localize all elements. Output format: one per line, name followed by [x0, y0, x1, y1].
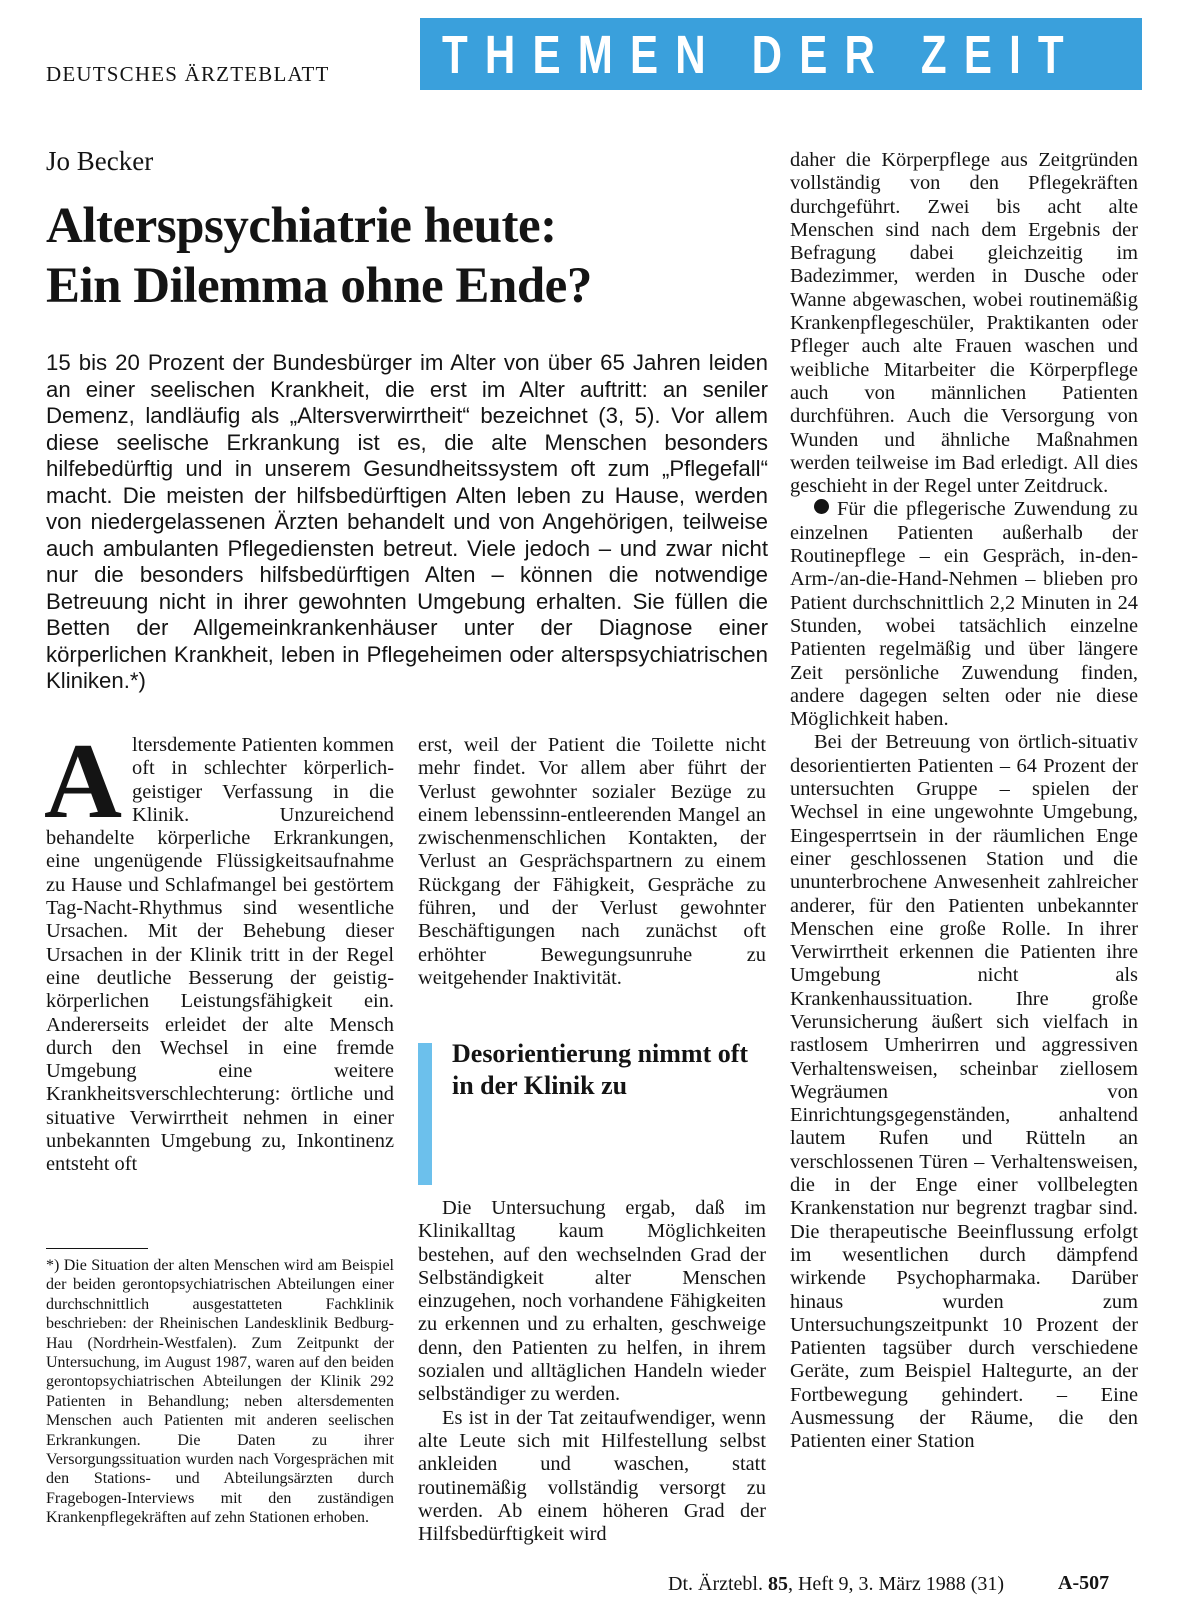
masthead: DEUTSCHES ÄRZTEBLATT: [46, 62, 330, 86]
subheading: Desorientierung nimmt oft in der Klinik zu: [452, 1039, 749, 1100]
lead-text: 15 bis 20 Prozent der Bundesbürger im Alter von über 65 Jahren leiden an einer seelischen Krankheit, die erst im Alter auftritt: an seniler Demenz, landläufig als „Altersverwirrtheit“ bezeichnet (3, 5). Vor allem diese seelische Erkrankung ist es, die alte Menschen besonders hilfebedürftig und in unserem Gesundheitssystem oft zum „Pflegefall“ macht. Die meisten der hilfsbedürftigen Alten leben zu Hause, werden von niedergelassenen Ärzten behandelt und von Angehörigen, teilweise auch ambulanten Pflegediensten betreut. Viele jedoch – und zwar nicht nur die besonders hilfsbedürftigen Alten – können die notwendige Betreuung nicht in ihrer gewohnten Umgebung erhalten. Sie füllen die Betten der Allgemeinkrankenhäuser unter der Diagnose einer körperlichen Krankheit, leben in Pflegeheimen oder alterspsychiatrischen Kliniken.*): [46, 350, 768, 693]
footnote: *) Die Situation der alten Menschen wird am Beispiel der beiden gerontopsychiatrischen Abteilungen einer durchschnittlich ausgestatteten Fachklinik beschrieben: der Rheinischen Landesklinik Bedburg-Hau (Nordrhein-Westfalen). Zum Zeitpunkt der Untersuchung, im August 1987, waren auf den beiden gerontopsychiatrischen Abteilungen der Klinik 292 Patienten in Behandlung; neben altersdementen Menschen auch Patienten mit anderen seelischen Erkrankungen. Die Daten zu ihrer Versorgungssituation wurden nach Vorgesprächen mit den Stations- und Abteilungsärzten durch Fragebogen-Interviews mit den zuständigen Krankenpflegekräften auf zehn Stationen erhoben.: [46, 1257, 394, 1527]
article-title: [46, 196, 766, 316]
body-paragraph-bulleted: [790, 498, 1138, 731]
drop-cap: A: [44, 722, 122, 841]
body-paragraph: Bei der Betreuung von örtlich-situativ desorientierten Patienten – 64 Prozent der untersuchten Gruppe – spielen der Wechsel in eine ungewohnte Umgebung, Eingesperrtsein in der räumlichen Enge einer geschlossenen Station und die ununterbrochene Anwesenheit zahlreicher anderer, für den Patienten unbekannter Menschen eine große Rolle. In ihrer Verwirrtheit erkennen die Patienten ihre Umgebung nicht als Krankenhaussituation. Ihre große Verunsicherung äußert sich vielfach in rastlosem Umherirren und aggressiven Verhaltensweisen, scheinbar ziellosem Wegräumen von Einrichtungsgegenständen, anhaltend lautem Rufen und Rütteln an verschlossenen Türen – Verhaltensweisen, die in der Enge einer vollbelegten Krankenstation nur begrenzt tragbar sind. Die therapeutische Beeinflussung erfolgt im wesentlichen durch dämpfend wirkende Psychopharmaka. Darüber hinaus wurden zum Untersuchungszeitpunkt 10 Prozent der Patienten tagsüber durch verschiedene Geräte, zum Beispiel Haltegurte, an der Fortbewegung gehindert. – Eine Ausmessung der Räume, die den Patienten einer Station: [790, 731, 1138, 1453]
footer-volume: 85: [767, 1573, 788, 1595]
footer-citation: [668, 1573, 1004, 1596]
section-banner-title: THEMEN DER ZEIT: [442, 25, 1081, 85]
lead-paragraph: [46, 350, 768, 695]
body-column-2-continued: [418, 1197, 766, 1546]
article-title-line-1: Alterspsychiatrie heute:: [46, 198, 557, 254]
bullet-icon: [814, 499, 829, 514]
body-paragraph: erst, weil der Patient die Toilette nicht mehr findet. Vor allem aber führt der Verlust gewohnter sozialer Bezüge zu einem lebenssinn-entleerenden Mangel an zwischenmenschlichen Kontakten, der Verlust an Gesprächspartnern zu einem Rückgang der Fähigkeit, Gespräche zu führen, und der Verlust gewohnter Beschäftigungen nach zunächst oft erhöhter Bewegungsunruhe zu weitgehender Inaktivität.: [418, 734, 766, 989]
footer-journal: Dt. Ärztebl.: [668, 1573, 763, 1595]
body-paragraph: daher die Körperpflege aus Zeitgründen vollständig von den Pflegekräften durchgeführt. Zwei bis acht alte Menschen sind nach dem Ergebnis der Befragung dabei gleichzeitig im Badezimmer, werden in Dusche oder Wanne abgewaschen, wobei routinemäßig Krankenpflegeschüler, Praktikanten oder Pfleger auch alte Frauen waschen und weibliche Mitarbeiter die Körperpflege auch von männlichen Patienten durchführen. Auch die Versorgung von Wunden und ähnliche Maßnahmen werden teilweise im Bad erledigt. All dies geschieht in der Regel unter Zeitdruck.: [790, 149, 1138, 498]
body-paragraph: ltersdemente Patienten kommen oft in schlechter körperlich-geistiger Verfassung in die Klinik. Unzureichend behandelte körperliche Erkrankungen, eine ungenügende Flüssigkeitsaufnahme zu Hause und Schlafmangel bei gestörtem Tag-Nacht-Rhythmus sind wesentliche Ursachen. Mit der Behebung dieser Ursachen in der Klinik tritt in der Regel eine deutliche Besserung der geistig-körperlichen Leistungsfähigkeit ein. Andererseits erleidet der alte Mensch durch den Wechsel in eine fremde Umgebung eine weitere Krankheitsverschlechterung: örtliche und situative Verwirrtheit nehmen in einer unbekannten Umgebung zu, Inkontinenz entsteht oft: [46, 734, 394, 1176]
section-banner: [420, 18, 1142, 90]
body-column-1: [44, 722, 394, 1177]
subheading-accent-bar: [418, 1043, 432, 1185]
bullet-text: Für die pflegerische Zuwendung zu einzelnen Patienten außerhalb der Routinepflege – ein Gespräch, in-den-Arm-/an-die-Hand-Nehmen – blieben pro Patient durchschnittlich 2,2 Minuten in 24 Stunden, wobei tatsächlich einzelne Patienten regelmäßig und über längere Zeit persönliche Zuwendung finden, andere dagegen selten oder nie diese Möglichkeit haben.: [790, 498, 1138, 731]
page-number: A-507: [1058, 1572, 1110, 1594]
article-title-line-2: Ein Dilemma ohne Ende?: [46, 258, 592, 314]
body-column-3: [790, 149, 1138, 1454]
author-name: Jo Becker: [46, 146, 154, 176]
body-paragraph: Es ist in der Tat zeitaufwendiger, wenn alte Leute sich mit Hilfestellung selbst ankleiden und waschen, statt routinemäßig vollständig versorgt zu werden. Ab einem höheren Grad der Hilfsbedürftigkeit wird: [418, 1406, 766, 1546]
body-column-2: [418, 734, 766, 990]
footnote-divider: [46, 1248, 148, 1249]
body-paragraph: Die Untersuchung ergab, daß im Klinikalltag kaum Möglichkeiten bestehen, auf den wechselnden Grad der Selbständigkeit alter Menschen einzugehen, noch vorhandene Fähigkeiten zu erkennen und zu erhalten, geschweige denn, den Patienten zu helfen, in ihrem sozialen und alltäglichen Handeln wieder selbständiger zu werden.: [418, 1197, 766, 1406]
footer-issue: , Heft 9, 3. März 1988 (31): [787, 1573, 1005, 1595]
